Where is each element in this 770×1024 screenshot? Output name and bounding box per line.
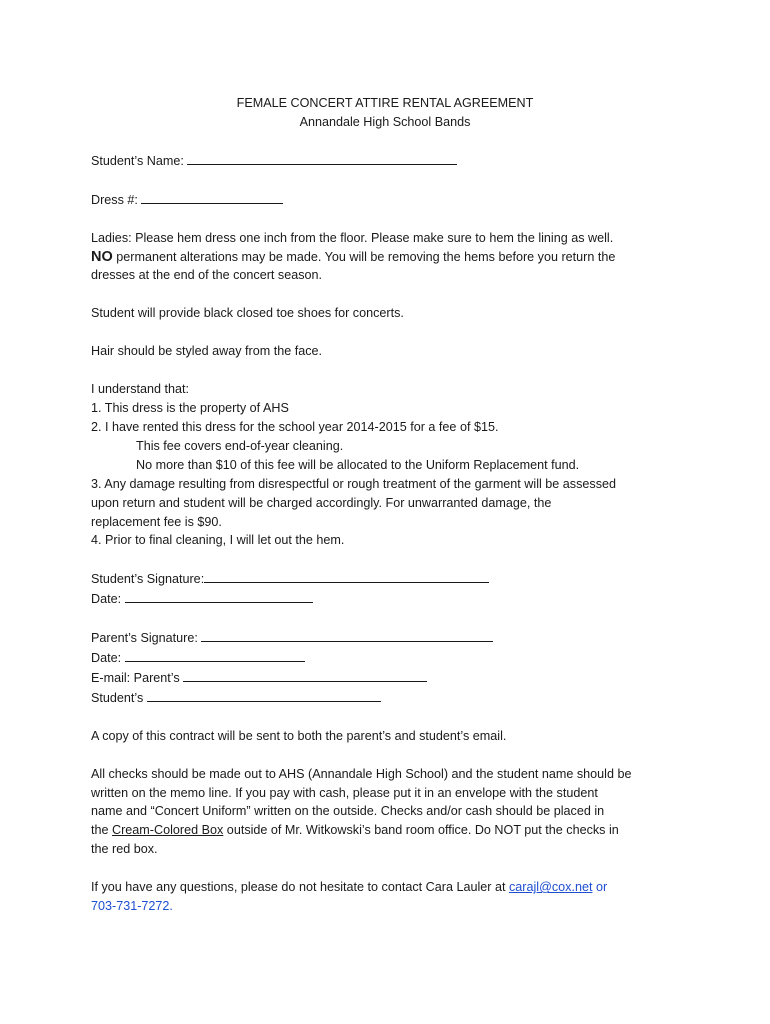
checks-line-1: All checks should be made out to AHS (Annandale High School) and the student name should be [91,766,632,781]
parent-signature-label: Parent’s Signature: [91,631,198,646]
understand-item-2: 2. I have rented this dress for the school year 2014-2015 for a fee of $15. [91,419,499,434]
contact-or: or [592,880,608,895]
no-emphasis: NO [91,248,113,265]
student-name-label: Student’s Name: [91,153,184,168]
checks-line-4-post: outside of Mr. Witkowski’s band room office. Do NOT put the checks in [223,823,619,838]
student-email-label: Student’s [91,690,144,705]
understand-item-2-sub-1: This fee covers end-of-year cleaning. [136,438,344,453]
checks-line-5: the red box. [91,842,158,857]
document-subtitle: Annandale High School Bands [299,114,471,129]
student-date-label: Date: [91,592,122,607]
understand-intro: I understand that: [91,382,190,397]
contact-text: If you have any questions, please do not hesitate to contact Cara Lauler at [91,880,509,895]
student-date-blank[interactable] [125,589,313,603]
contact-email-link[interactable]: carajl@cox.net [508,880,593,895]
student-date-line [91,589,691,609]
student-signature-label: Student’s Signature: [91,572,205,587]
parent-signature-line [91,628,691,648]
ladies-line-2 [91,248,691,267]
dress-number-blank[interactable] [141,190,283,204]
checks-line-3: name and “Concert Uniform” written on the outside. Checks and/or cash should be placed in [91,804,605,819]
checks-line-4-pre: the [91,823,113,838]
contact-line [91,878,691,897]
dress-number-label: Dress #: [91,192,138,207]
student-email-blank[interactable] [147,688,381,702]
checks-line-2: written on the memo line. If you pay with cash, please put it in an envelope with the student [91,785,598,800]
student-signature-line [91,569,691,589]
student-name-line [91,151,691,171]
student-email-line [91,688,691,708]
understand-item-2-sub-2: No more than $10 of this fee will be allocated to the Uniform Replacement fund. [136,457,580,472]
checks-line-4 [91,821,691,840]
student-name-blank[interactable] [187,151,457,165]
ladies-line-1: Ladies: Please hem dress one inch from the floor. Please make sure to hem the lining as well. [91,230,614,245]
parent-date-label: Date: [91,651,122,666]
parent-email-label: E-mail: Parent’s [91,670,180,685]
parent-email-blank[interactable] [183,668,427,682]
copy-note: A copy of this contract will be sent to both the parent’s and student’s email. [91,728,507,743]
document-title: FEMALE CONCERT ATTIRE RENTAL AGREEMENT [236,96,534,110]
understand-item-3-line-1: 3. Any damage resulting from disrespectful or rough treatment of the garment will be assessed [91,476,617,491]
ladies-line-2-text: permanent alterations may be made. You will be removing the hems before you return the [112,249,616,264]
parent-signature-blank[interactable] [201,628,493,642]
contact-phone: 703-731-7272. [91,899,173,914]
understand-item-3-line-3: replacement fee is $90. [91,514,222,529]
student-signature-blank[interactable] [204,569,489,583]
parent-date-line [91,648,691,668]
understand-item-1: 1. This dress is the property of AHS [91,401,289,416]
hair-note: Hair should be styled away from the face. [91,344,322,359]
shoes-note: Student will provide black closed toe shoes for concerts. [91,306,404,321]
contact-phone-line [91,897,691,916]
understand-item-3-line-2: upon return and student will be charged accordingly. For unwarranted damage, the [91,495,552,510]
understand-item-4: 4. Prior to final cleaning, I will let out the hem. [91,533,345,548]
ladies-line-3: dresses at the end of the concert season. [91,268,323,283]
agreement-body [91,94,691,916]
cream-colored-box-text: Cream-Colored Box [112,823,224,838]
parent-date-blank[interactable] [125,648,305,662]
dress-number-line [91,190,691,210]
parent-email-line [91,668,691,688]
